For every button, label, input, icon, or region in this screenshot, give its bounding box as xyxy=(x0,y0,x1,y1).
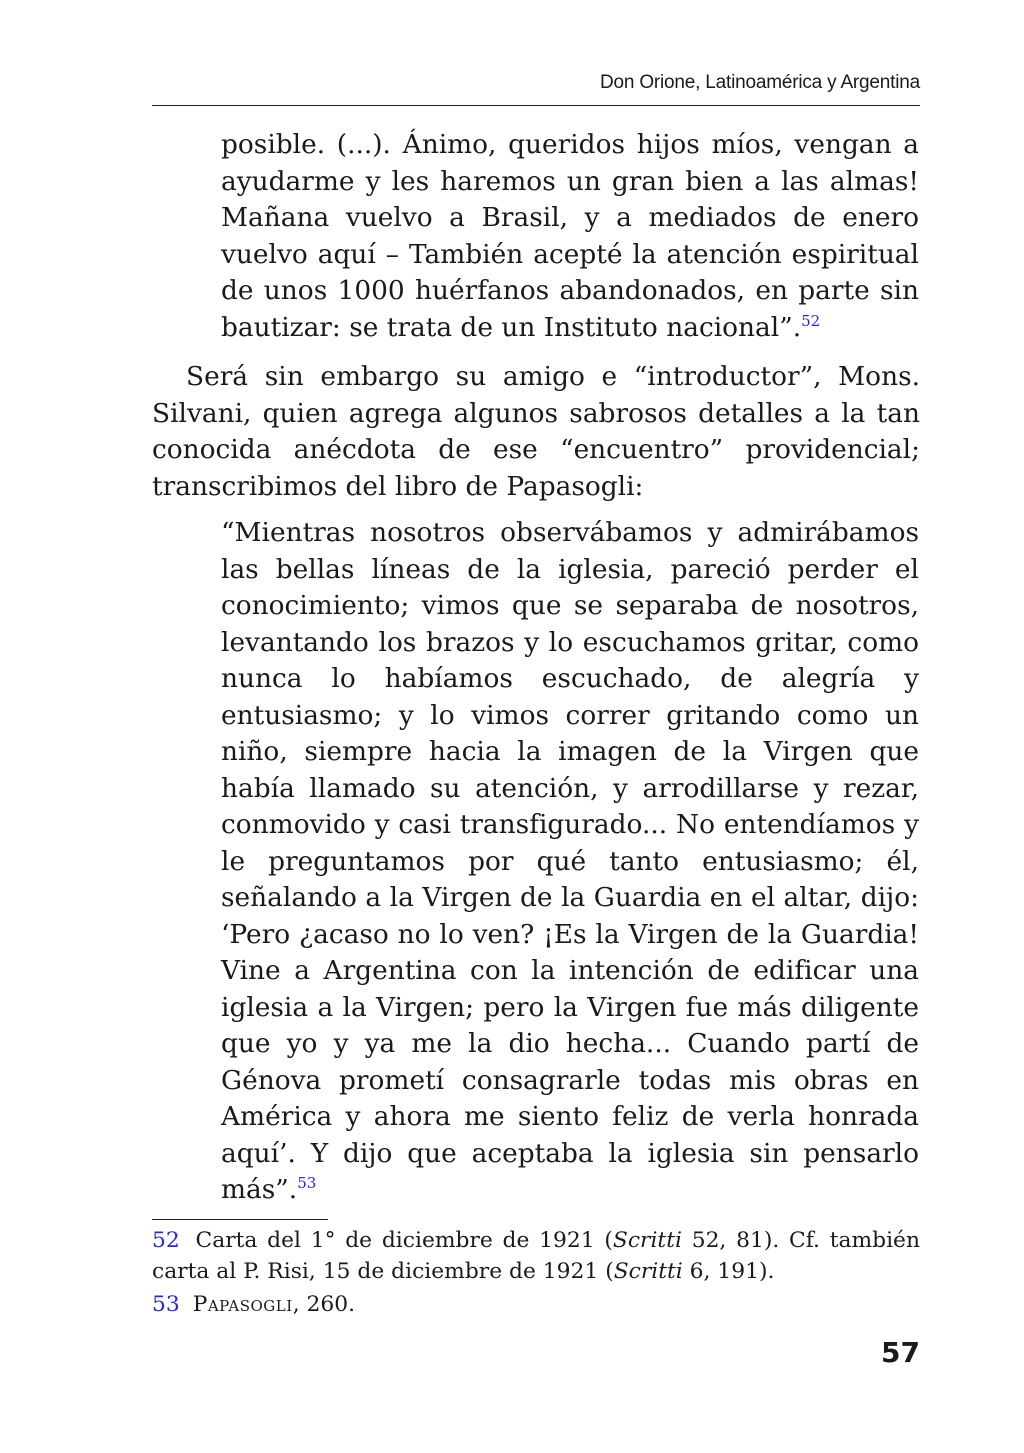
block-quote-silvani xyxy=(221,515,919,1209)
header-rule xyxy=(152,105,920,106)
running-header-title: Don Orione, Latinoamérica y Argentina xyxy=(599,72,920,93)
block-quote-letter xyxy=(221,127,919,346)
body-paragraph xyxy=(152,359,920,505)
body-paragraph-text: Será sin embargo su amigo e “introductor”, Mons. Silvani, quien agrega algunos sabrosos detalles a la tan conocida anécdota de ese “encuentro” providencial; transcribimos del libro de Papasogli: xyxy=(152,361,920,502)
footnote-52-text-a: Carta del 1° de diciembre de 1921 ( xyxy=(195,1228,613,1253)
footnote-number-53[interactable]: 53 xyxy=(152,1292,180,1317)
footnote-52-text-c: 6, 191). xyxy=(682,1258,775,1284)
footnote-52-italic-a: Scritti xyxy=(612,1228,682,1253)
page-number: 57 xyxy=(881,1336,920,1369)
footnote-52-italic-b: Scritti xyxy=(613,1258,683,1284)
block-quote-silvani-text: “Mientras nosotros observábamos y admirábamos las bellas líneas de la iglesia, pareció perder el conocimiento; vimos que se separaba de nosotros, levantando los brazos y lo escuchamos gritar, como nunca lo habíamos escuchado, de alegría y entusiasmo; y lo vimos correr gritando como un niño, siempre hacia la imagen de la Virgen que había llamado su atención, y arrodillarse y rezar, conmovido y casi transfigurado... No entendíamos y le preguntamos por qué tanto entusiasmo; él, señalando a la Virgen de la Guardia en el altar, dijo: ‘Pero ¿acaso no lo ven? ¡Es la Virgen de la Guardia! Vine a Argentina con la intención de edificar una iglesia a la Virgen; pero la Virgen fue más diligente que yo y ya me la dio hecha... Cuando partí de Génova prometí consagrarle todas mis obras en América y ahora me siento feliz de verla honrada aquí’. Y dijo que aceptaba la iglesia sin pensarlo más”. xyxy=(221,517,919,1205)
footnote-ref-53[interactable]: 53 xyxy=(297,1174,317,1192)
footnote-52 xyxy=(152,1226,920,1287)
footnote-rule xyxy=(152,1219,328,1220)
footnote-53 xyxy=(152,1290,920,1321)
footnote-53-author: Papasogli xyxy=(192,1292,293,1317)
footnote-number-52[interactable]: 52 xyxy=(152,1228,180,1253)
footnote-53-text: , 260. xyxy=(292,1292,356,1317)
block-quote-letter-text: posible. (...). Ánimo, queridos hijos míos, vengan a ayudarme y les haremos un gran bien a las almas! Mañana vuelvo a Brasil, y a mediados de enero vuelvo aquí – También acepté la atención espiritual de unos 1000 huérfanos abandonados, en parte sin bautizar: se trata de un Instituto nacional”. xyxy=(221,129,919,343)
footnote-52-text-b: 52, 81). Cf. también carta al P. Risi, 15 de diciembre de 1921 ( xyxy=(152,1228,920,1284)
footnote-ref-52[interactable]: 52 xyxy=(801,311,821,330)
